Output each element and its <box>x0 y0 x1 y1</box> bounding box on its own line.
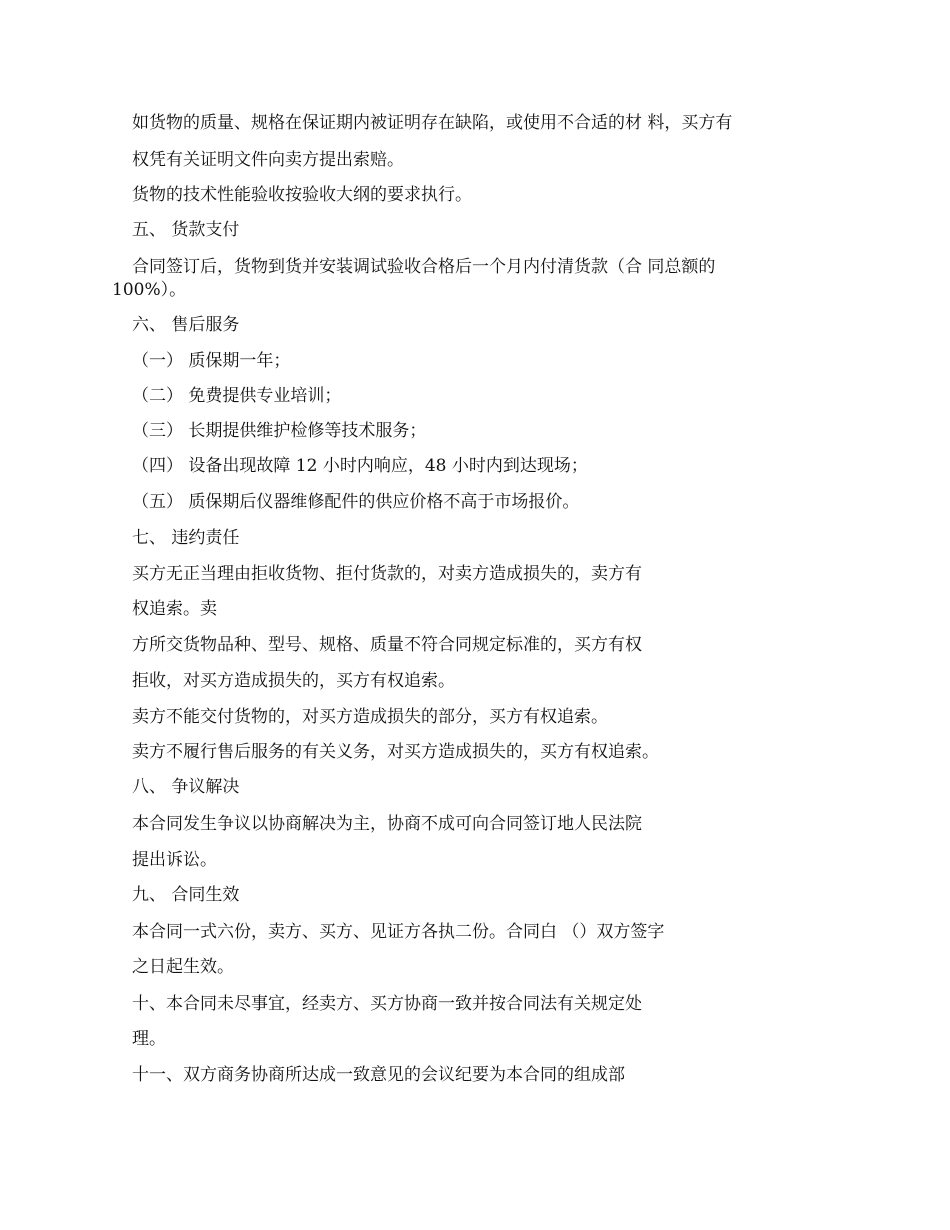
body-text-line: 本合同发生争议以协商解决为主，协商不成可向合同签订地人民法院 <box>132 814 642 834</box>
body-text-line: 100%）。 <box>112 280 187 300</box>
section-heading: 九、 合同生效 <box>132 885 240 905</box>
list-item: （二） 免费提供专业培训； <box>132 386 342 406</box>
body-text-line: 权凭有关证明文件向卖方提出索赔。 <box>132 150 404 170</box>
body-text-line: 方所交货物品种、型号、规格、质量不符合同规定标准的，买方有权 <box>132 635 642 655</box>
section-heading: 六、 售后服务 <box>132 315 240 335</box>
section-heading: 八、 争议解决 <box>132 777 240 797</box>
list-item: （五） 质保期后仪器维修配件的供应价格不高于市场报价。 <box>132 492 580 512</box>
body-text-line: 拒收，对买方造成损失的，买方有权追索。 <box>132 671 455 691</box>
body-text-line: 卖方不能交付货物的，对买方造成损失的部分，买方有权追索。 <box>132 707 608 727</box>
body-text-line: 提出诉讼。 <box>132 850 217 870</box>
body-text-line: 卖方不履行售后服务的有关义务，对买方造成损失的，买方有权追索。 <box>132 742 659 762</box>
body-text-line: 十、本合同未尽事宜，经卖方、买方协商一致并按合同法有关规定处 <box>132 994 642 1014</box>
body-text-line: 如货物的质量、规格在保证期内被证明存在缺陷，或使用不合适的材 料，买方有 <box>132 113 733 133</box>
body-text-line: 合同签订后，货物到货并安装调试验收合格后一个月内付清货款（合 同总额的 <box>132 257 716 277</box>
body-text-line: 货物的技术性能验收按验收大纲的要求执行。 <box>132 185 472 205</box>
list-item: （三） 长期提供维护检修等技术服务； <box>132 421 427 441</box>
list-item: （一） 质保期一年； <box>132 351 291 371</box>
body-text-line: 之日起生效。 <box>132 957 234 977</box>
body-text-line: 本合同一式六份，卖方、买方、见证方各执二份。合同白 （）双方签字 <box>132 922 665 942</box>
section-heading: 七、 违约责任 <box>132 528 240 548</box>
body-text-line: 理。 <box>132 1029 166 1049</box>
section-heading: 五、 货款支付 <box>132 220 240 240</box>
body-text-line: 权追索。卖 <box>132 599 217 619</box>
body-text-line: 买方无正当理由拒收货物、拒付货款的，对卖方造成损失的，卖方有 <box>132 564 642 584</box>
body-text-line: 十一、双方商务协商所达成一致意见的会议纪要为本合同的组成部 <box>132 1065 625 1085</box>
list-item: （四） 设备出现故障 12 小时内响应，48 小时内到达现场； <box>132 456 588 476</box>
